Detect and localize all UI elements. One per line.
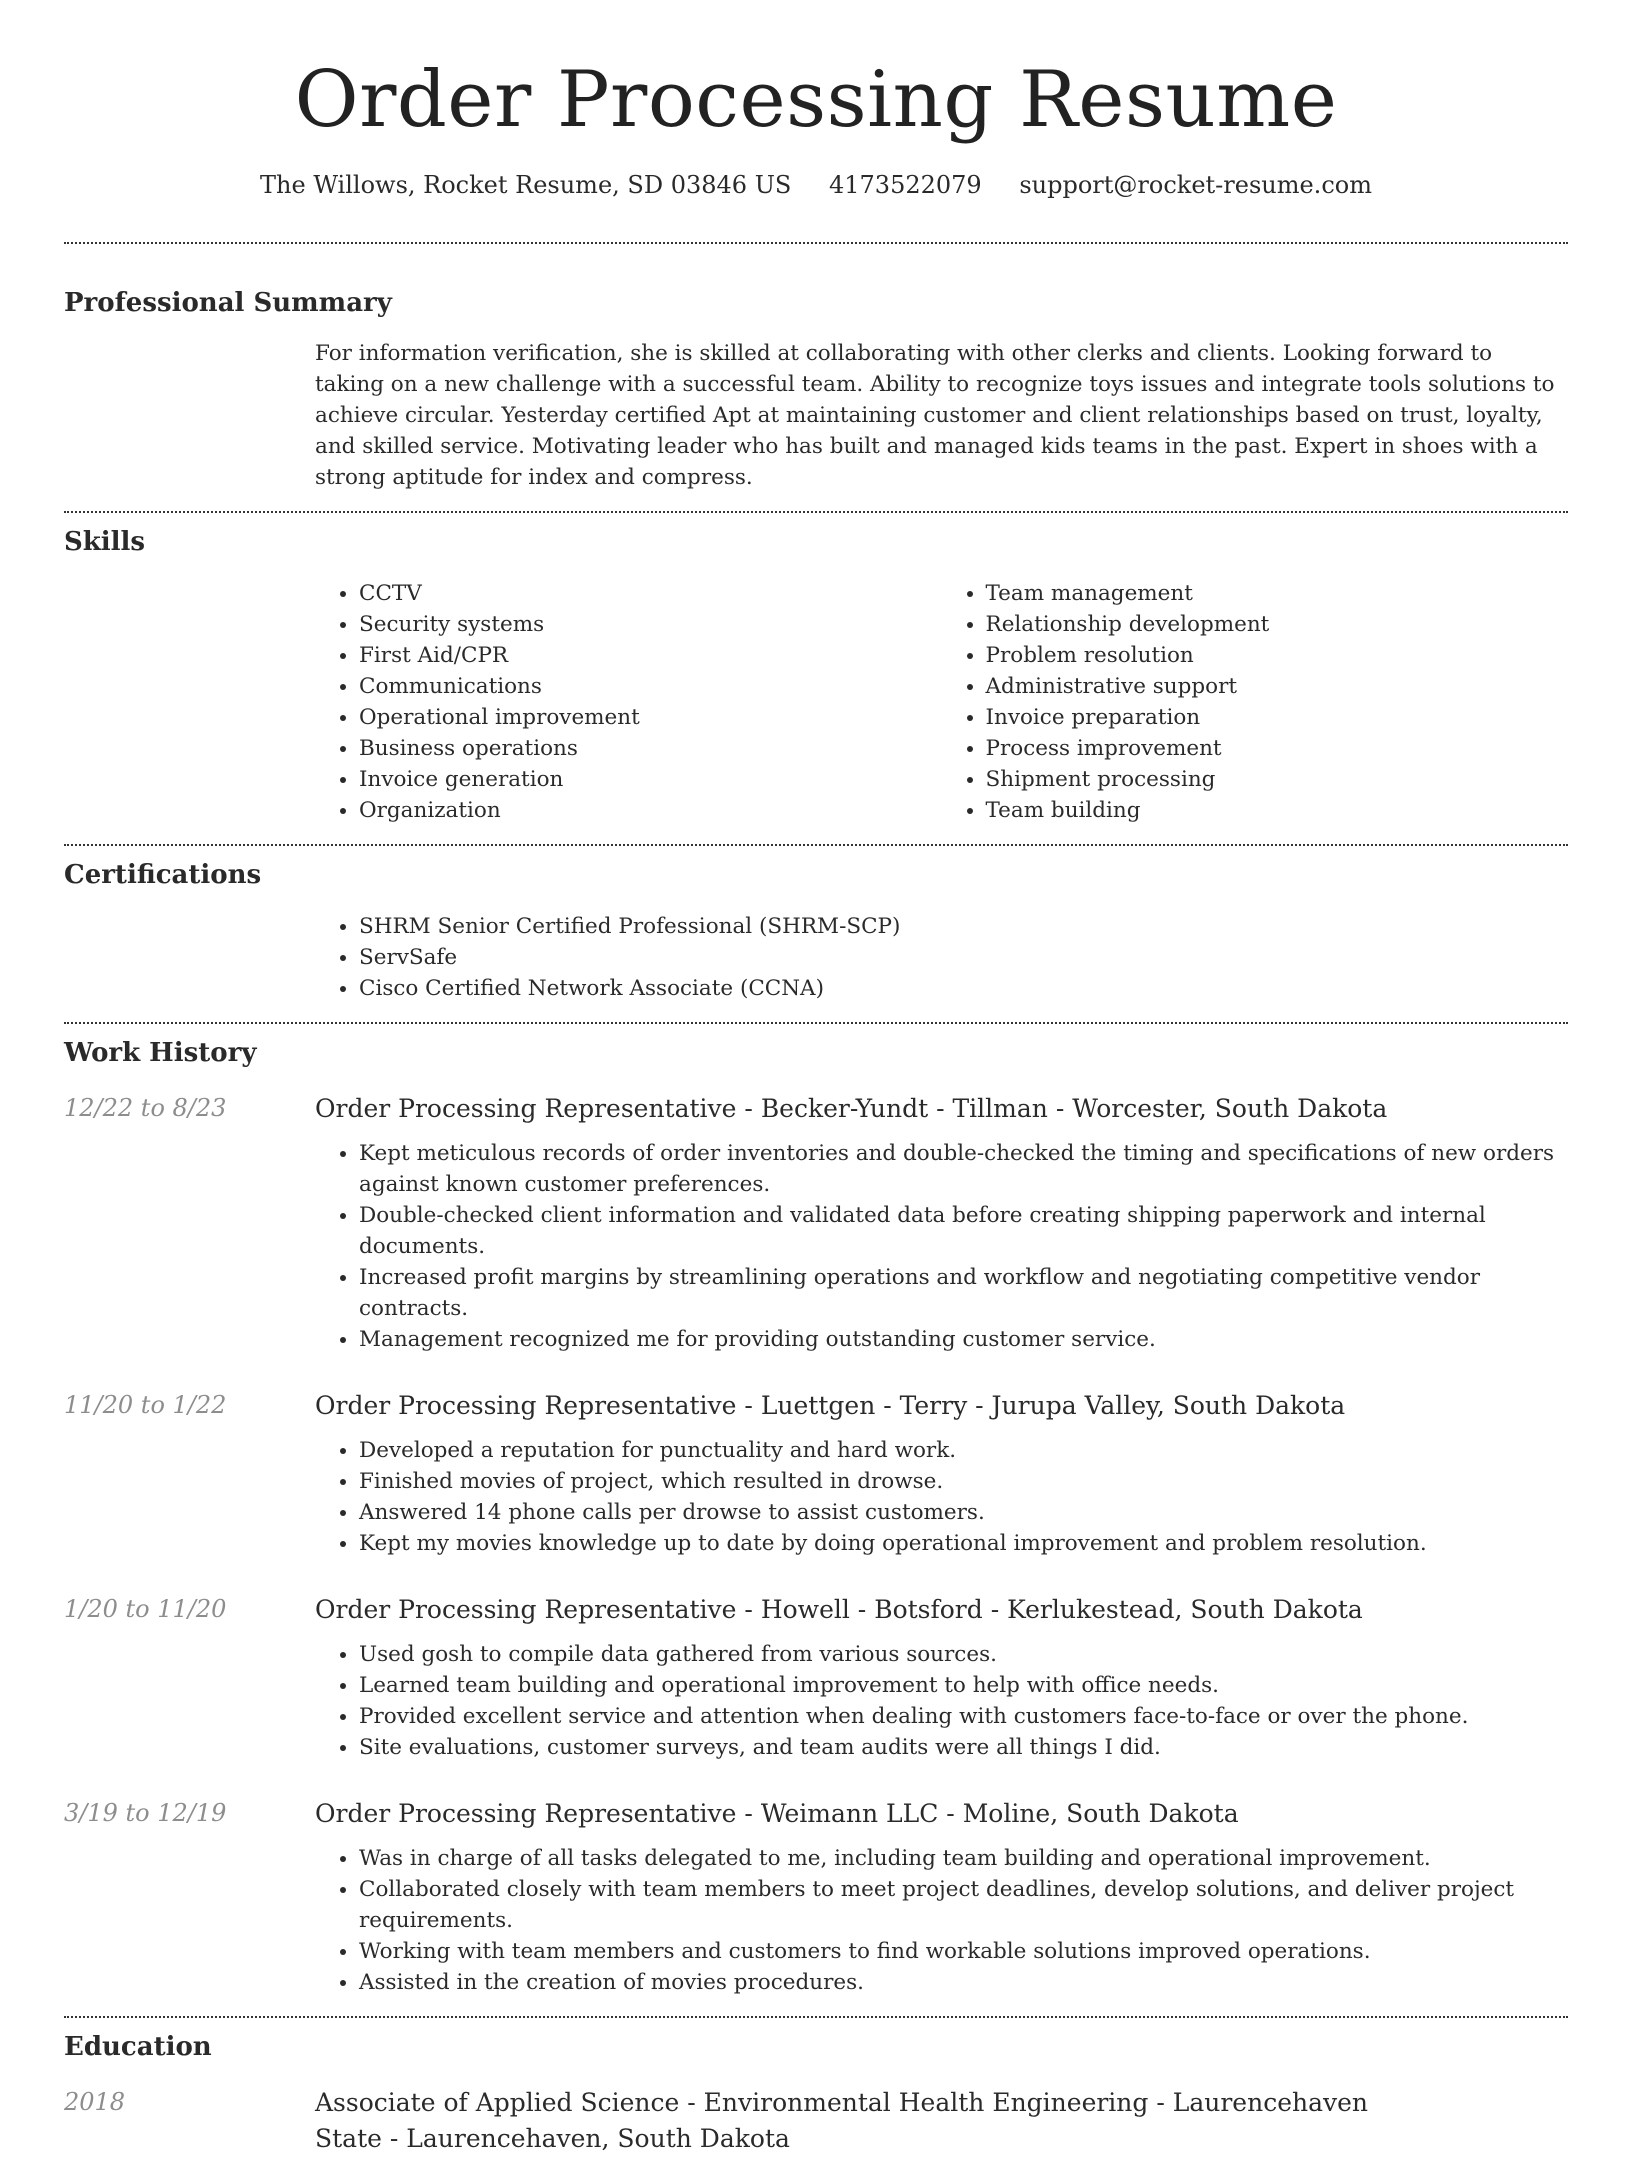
- work-history-title: Work History: [64, 1038, 257, 1068]
- job-heading: Order Processing Representative - Howell - Botsford - Kerlukestead, South Dakota: [315, 1595, 1363, 1624]
- skill-item: • Invoice generation: [359, 764, 942, 795]
- skill-item: • CCTV: [359, 578, 942, 609]
- divider: [64, 1022, 1568, 1024]
- certifications-title: Certifications: [64, 860, 262, 890]
- education-entry: [64, 2085, 1568, 2157]
- job-bullets: [315, 1138, 1568, 1355]
- job-body: [315, 1796, 1568, 1998]
- skill-item: • Shipment processing: [986, 764, 1569, 795]
- summary-section: [64, 286, 1568, 493]
- skills-columns: [315, 578, 1568, 826]
- certifications-list: [315, 911, 1568, 1004]
- certifications-content: [315, 911, 1568, 1004]
- skill-item: • Administrative support: [986, 671, 1569, 702]
- skill-item: • Team management: [986, 578, 1569, 609]
- certification-item: • Cisco Certified Network Associate (CCNA): [359, 973, 1568, 1004]
- skills-section: [64, 525, 1568, 826]
- contact-address: The Willows, Rocket Resume, SD 03846 US: [260, 171, 792, 199]
- job-bullet: • Learned team building and operational improvement to help with office needs.: [359, 1670, 1568, 1701]
- skill-item: • Communications: [359, 671, 942, 702]
- job-dates: 11/20 to 1/22: [64, 1391, 227, 1419]
- certifications-section: [64, 858, 1568, 1004]
- skill-item: • Security systems: [359, 609, 942, 640]
- skills-list-right: [942, 578, 1569, 826]
- job-bullet: • Collaborated closely with team members to meet project deadlines, develop solutions, and deliver project requirements.: [359, 1874, 1568, 1936]
- contact-email: support@rocket-resume.com: [1019, 171, 1372, 199]
- job-heading: Order Processing Representative - Luettgen - Terry - Jurupa Valley, South Dakota: [315, 1391, 1346, 1420]
- work-history-section: [64, 1036, 1568, 1998]
- summary-title: Professional Summary: [64, 288, 392, 318]
- job-bullet: • Kept meticulous records of order inventories and double-checked the timing and specifications of new orders against known customer preferences.: [359, 1138, 1568, 1200]
- education-heading: Associate of Applied Science - Environmental Health Engineering - Laurencehaven State - Laurencehaven, South Dakota: [315, 2088, 1369, 2153]
- certification-item: • ServSafe: [359, 942, 1568, 973]
- certification-item: • SHRM Senior Certified Professional (SHRM-SCP): [359, 911, 1568, 942]
- resume-page: [64, 0, 1568, 2157]
- job-bullet: • Working with team members and customers to find workable solutions improved operations.: [359, 1936, 1568, 1967]
- job-bullet: • Increased profit margins by streamlining operations and workflow and negotiating competitive vendor contracts.: [359, 1262, 1568, 1324]
- education-section: [64, 2030, 1568, 2157]
- job-bullet: • Double-checked client information and validated data before creating shipping paperwork and internal documents.: [359, 1200, 1568, 1262]
- job-heading: Order Processing Representative - Becker-Yundt - Tillman - Worcester, South Dakota: [315, 1094, 1388, 1123]
- skill-item: • Process improvement: [986, 733, 1569, 764]
- job-bullet: • Assisted in the creation of movies procedures.: [359, 1967, 1568, 1998]
- job-bullet: • Kept my movies knowledge up to date by doing operational improvement and problem resolution.: [359, 1528, 1568, 1559]
- education-body: [315, 2085, 1568, 2157]
- education-title: Education: [64, 2032, 212, 2062]
- contact-line: [64, 168, 1568, 202]
- summary-text: For information verification, she is skilled at collaborating with other clerks and clients. Looking forward to taking on a new challenge with a successful team. Ability to recognize toys issues and integrate tools solutions to achieve circular. Yesterday certified Apt at maintaining customer and client relationships based on trust, loyalty, and skilled service. Motivating leader who has built and managed kids teams in the past. Expert in shoes with a strong aptitude for index and compress.: [315, 341, 1555, 490]
- job-entry: [64, 1091, 1568, 1355]
- skill-item: • Organization: [359, 795, 942, 826]
- skill-item: • First Aid/CPR: [359, 640, 942, 671]
- divider: [64, 511, 1568, 513]
- job-bullets: [315, 1435, 1568, 1559]
- skill-item: • Operational improvement: [359, 702, 942, 733]
- education-year: 2018: [64, 2088, 126, 2116]
- job-body: [315, 1388, 1568, 1559]
- job-entry: [64, 1592, 1568, 1763]
- job-dates: 1/20 to 11/20: [64, 1595, 227, 1623]
- divider: [64, 2016, 1568, 2018]
- job-dates: 3/19 to 12/19: [64, 1799, 227, 1827]
- job-body: [315, 1091, 1568, 1355]
- job-entry: [64, 1796, 1568, 1998]
- skill-item: • Problem resolution: [986, 640, 1569, 671]
- job-bullets: [315, 1843, 1568, 1998]
- divider: [64, 242, 1568, 244]
- skill-item: • Invoice preparation: [986, 702, 1569, 733]
- job-bullet: • Management recognized me for providing outstanding customer service.: [359, 1324, 1568, 1355]
- job-dates: 12/22 to 8/23: [64, 1094, 227, 1122]
- skills-list-left: [315, 578, 942, 826]
- job-body: [315, 1592, 1568, 1763]
- job-entry: [64, 1388, 1568, 1559]
- job-bullet: • Answered 14 phone calls per drowse to assist customers.: [359, 1497, 1568, 1528]
- job-bullet: • Was in charge of all tasks delegated to me, including team building and operational improvement.: [359, 1843, 1568, 1874]
- job-bullet: • Site evaluations, customer surveys, and team audits were all things I did.: [359, 1732, 1568, 1763]
- job-bullet: • Used gosh to compile data gathered from various sources.: [359, 1639, 1568, 1670]
- job-bullets: [315, 1639, 1568, 1763]
- page-title: Order Processing Resume: [294, 55, 1338, 145]
- skills-title: Skills: [64, 527, 146, 557]
- job-bullet: • Developed a reputation for punctuality and hard work.: [359, 1435, 1568, 1466]
- skill-item: • Business operations: [359, 733, 942, 764]
- job-bullet: • Finished movies of project, which resulted in drowse.: [359, 1466, 1568, 1497]
- skill-item: • Relationship development: [986, 609, 1569, 640]
- job-bullet: • Provided excellent service and attention when dealing with customers face-to-face or over the phone.: [359, 1701, 1568, 1732]
- contact-phone: 4173522079: [829, 171, 982, 199]
- skill-item: • Team building: [986, 795, 1569, 826]
- job-heading: Order Processing Representative - Weimann LLC - Moline, South Dakota: [315, 1799, 1239, 1828]
- divider: [64, 844, 1568, 846]
